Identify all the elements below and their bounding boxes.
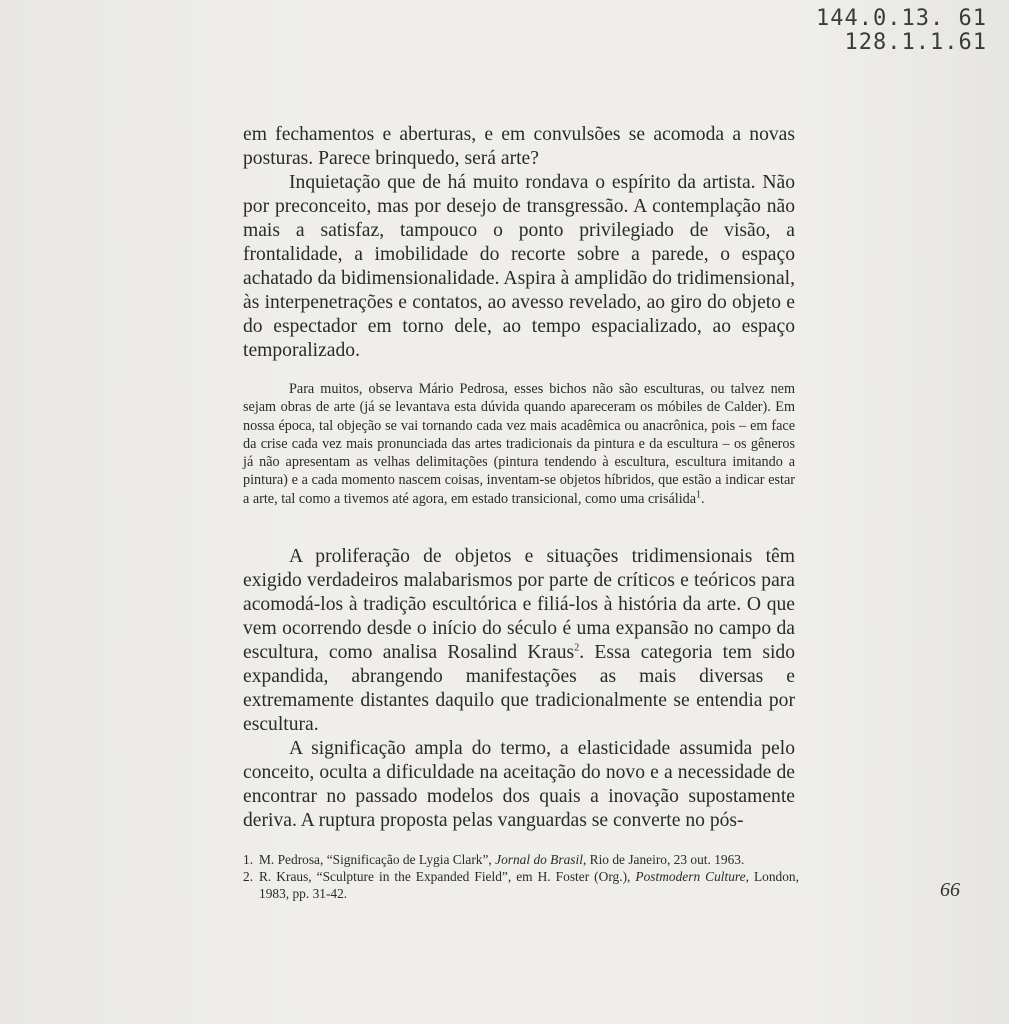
paragraph-inquietacao: Inquietação que de há muito rondava o espírito da artista. Não por preconceito, mas por desejo de transgressão. A contemplação não mais a satisfaz, tampouco o ponto privilegiado de visão, a frontalidade, a imobilidade do recorte sobre a parede, o espaço achatado da bidimensionalidade. Aspira à amplidão do tridimensional, às interpenetrações e contatos, ao avesso revelado, ao giro do objeto e do espectador em torno dele, ao tempo espacializado, ao espaço temporalizado. — [243, 172, 795, 361]
catalog-annotation-line-2: 128.1.1.61 — [844, 30, 987, 55]
paragraph-proliferacao-text: A proliferação de objetos e situações tridimensionais têm exigido verdadeiros malabarismos por parte de críticos e teóricos para acomodá-los à tradição escultórica e filiá-los à história da arte. O que vem ocorrendo desde o início do século é uma expansão no campo da escultura, como analisa Rosalind Kraus — [243, 546, 795, 663]
footnotes — [243, 851, 799, 902]
footnote-ref-1: 1 — [696, 489, 702, 501]
page-number: 66 — [940, 879, 960, 901]
paragraph-proliferacao — [243, 545, 795, 737]
footnote-ref-2: 2 — [574, 642, 580, 654]
paragraph-continuation: em fechamentos e aberturas, e em convulsões se acomoda a novas posturas. Parece brinquedo, será arte? — [243, 124, 795, 169]
footnote-text — [259, 851, 799, 868]
quote-end: . — [701, 490, 705, 507]
footnote-2-pre: R. Kraus, “Sculpture in the Expanded Field”, em H. Foster (Org.), — [259, 869, 636, 884]
footnote-number: 2. — [243, 869, 254, 884]
footnote-number: 1. — [243, 852, 254, 867]
catalog-annotation-line-1: 144.0.13. 61 — [816, 6, 987, 31]
footnote-2-title: Postmodern Culture — [635, 869, 746, 884]
body-text-block-2 — [243, 545, 795, 833]
paragraph-significacao: A significação ampla do termo, a elasticidade assumida pelo conceito, oculta a dificuldade na aceitação do novo e a necessidade de encontrar no passado modelos dos quais a inovação supostamente deriva. A ruptura proposta pelas vanguardas se converte no pós- — [243, 738, 795, 831]
footnote-1-title: Jornal do Brasil — [495, 852, 583, 867]
footnote-text — [259, 868, 799, 902]
block-quote-pedrosa — [243, 380, 795, 508]
footnote-1-pre: M. Pedrosa, “Significação de Lygia Clark”, — [259, 852, 496, 867]
footnote-1-post: , Rio de Janeiro, 23 out. 1963. — [582, 852, 745, 867]
paragraph-proliferacao-end: . Essa categoria tem sido expandida, abrangendo manifestações as mais diversas e extremamente distantes daquilo que tradicionalmente se entendia por escultura. — [243, 642, 796, 735]
footnote-2-post: , London, 1983, pp. 31-42. — [259, 869, 799, 901]
footnote-1 — [243, 851, 799, 868]
quote-text: Para muitos, observa Mário Pedrosa, esses bichos não são esculturas, ou talvez nem sejam obras de arte (já se levantava esta dúvida quando apareceram os móbiles de Calder). Em nossa época, tal objeção se vai tornando cada vez mais acadêmica ou anacrônica, pois – em face da crise cada vez mais pronunciada das artes tradicionais da pintura e da escultura – os gêneros já não apresentam as velhas delimitações (pintura tendendo à escultura, escultura imitando a pintura) e a cada momento nascem coisas, inventam-se objetos híbridos, que estão a indicar estar a arte, tal como a tivemos até agora, em estado transicional, como uma crisálida — [243, 381, 795, 507]
body-text-block-1 — [243, 123, 795, 363]
footnote-2 — [243, 868, 799, 902]
